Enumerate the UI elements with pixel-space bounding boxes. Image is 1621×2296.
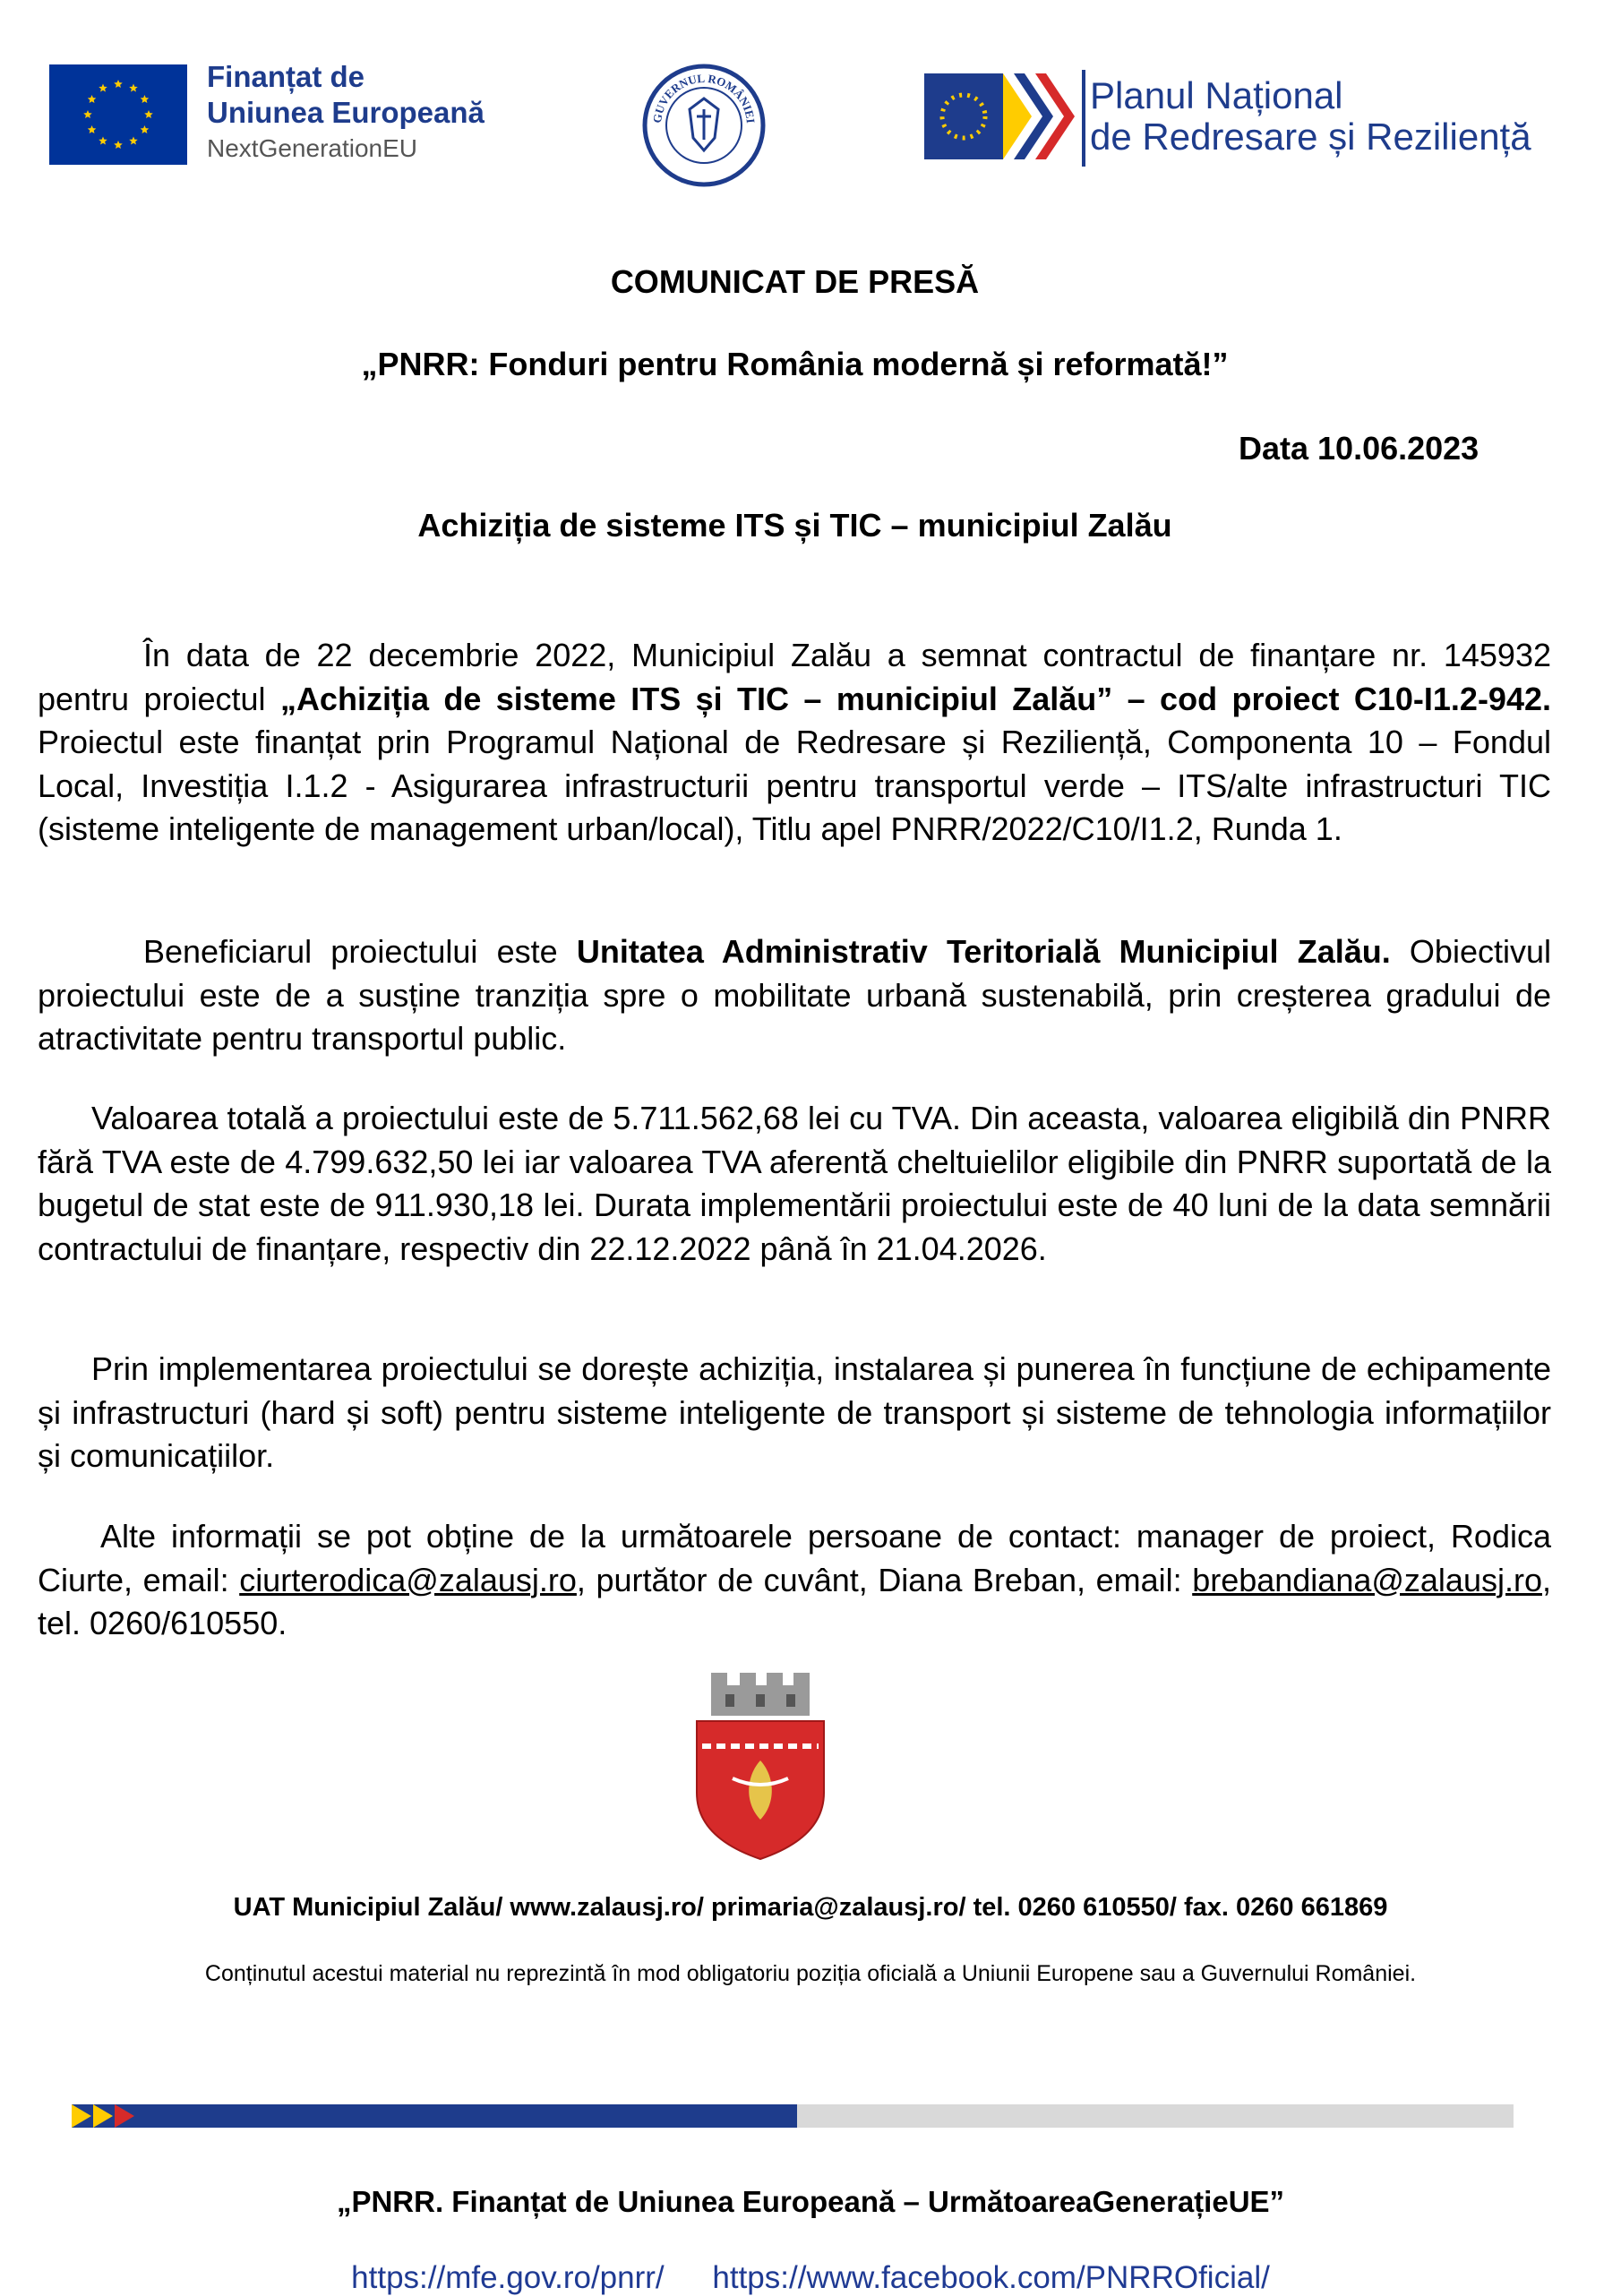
eu-flag-logo: [49, 64, 187, 165]
paragraph-contacts: [38, 1515, 1551, 1646]
government-seal-logo: [641, 63, 767, 188]
eu-star-icon: [114, 80, 123, 88]
p5-text-c: , tel. 0260/610550.: [38, 1561, 1551, 1641]
link-facebook-pnrr[interactable]: https://www.facebook.com/PNRROficial/: [712, 2260, 1270, 2295]
paragraph-value: Valoarea totală a proiectului este de 5.711.562,68 lei cu TVA. Din aceasta, valoarea eligibilă din PNRR fără TVA este de 4.799.632,50 lei iar valoarea TVA aferentă cheltuielilor eligibile din PNRR suportată de la bugetul de stat este de 911.930,18 lei. Durata implementării proiectului este de 40 luni de la data semnării contractului de finanțare, respectiv din 22.12.2022 până în 21.04.2026.: [38, 1100, 1551, 1267]
eu-star-icon: [88, 125, 97, 133]
p1-text-a: În data de 22 decembrie 2022, Municipiul Zalău a semnat contractul de finanțare nr. 145932 pentru proiectul: [38, 637, 1551, 717]
eu-star-icon: [129, 84, 138, 92]
eu-star-icon: [129, 136, 138, 144]
footer-color-band: [72, 2104, 1514, 2128]
contact-line: UAT Municipiul Zalău/ www.zalausj.ro/ primaria@zalausj.ro/ tel. 0260 610550/ fax. 0260 661869: [233, 1893, 1388, 1922]
eu-star-icon: [83, 110, 92, 118]
zalau-coat-of-arms-icon: [690, 1667, 831, 1863]
email-link-ciurte[interactable]: ciurterodica@zalausj.ro: [239, 1561, 577, 1598]
seal-text: GUVERNUL ROMÂNIEI: [649, 71, 758, 124]
document-title: COMUNICAT DE PRESĂ: [610, 263, 980, 300]
link-mfe-pnrr[interactable]: https://mfe.gov.ro/pnrr/: [351, 2260, 665, 2295]
footer-links: [0, 2260, 1621, 2296]
press-slogan: „PNRR: Fonduri pentru România modernă și reformată!”: [361, 346, 1229, 382]
pnrr-logo-text: [1090, 75, 1531, 158]
paragraph-contract: [38, 634, 1551, 852]
p5-text-b: , purtător de cuvânt, Diana Breban, email:: [576, 1561, 1193, 1598]
eu-text-line-2: Uniunea Europeană: [207, 96, 485, 129]
eu-star-icon: [88, 95, 97, 103]
p2-text-a: Beneficiarul proiectului este: [143, 933, 577, 970]
eu-star-icon: [144, 110, 153, 118]
project-title: Achiziția de sisteme ITS și TIC – municipiul Zalău: [417, 507, 1172, 544]
pnrr-text-line-1: Planul Național: [1090, 74, 1343, 116]
eu-disclaimer: Conținutul acestui material nu reprezintă în mod obligatoriu poziția oficială a Uniunii Europene sau a Guvernului României.: [204, 1961, 1417, 1986]
eu-funding-text: [207, 59, 485, 167]
p1-text-c: Proiectul este finanțat prin Programul Național de Redresare și Reziliență, Componenta 10 – Fondul Local, Investiția I.1.2 - Asigurarea infrastructurii pentru transportul verde – ITS/alte infrastructuri TIC (sisteme inteligente de management urban/local), Titlu apel PNRR/2022/C10/I1.2, Runda 1.: [38, 724, 1551, 847]
pnrr-logo: [924, 73, 1076, 159]
eu-text-line-1: Finanțat de: [207, 60, 365, 93]
paragraph-implementation: Prin implementarea proiectului se dorește achiziția, instalarea și punerea în funcțiune de echipamente și infrastructuri (hard și soft) pentru sisteme inteligente de transport și sisteme de tehnologia informațiilor și comunicațiilor.: [38, 1350, 1551, 1474]
document-date: Data 10.06.2023: [1239, 430, 1479, 467]
p2-text-c: Obiectivul proiectului este de a susține tranziția spre o mobilitate urbană sustenabilă, prin creșterea gradului de atractivitate pentru transportul public.: [38, 933, 1551, 1057]
paragraph-beneficiary: [38, 930, 1551, 1061]
p2-text-bold: Unitatea Administrativ Teritorială Municipiul Zalău.: [576, 933, 1391, 970]
eu-stars-icon: [49, 64, 187, 165]
eu-star-icon: [99, 84, 107, 92]
pnrr-separator: [1082, 70, 1085, 167]
p1-text-bold: „Achiziția de sisteme ITS și TIC – municipiul Zalău” – cod proiect C10-I1.2-942.: [279, 680, 1552, 717]
footer-slogan: „PNRR. Finanțat de Uniunea Europeană – UrmătoareaGenerațieUE”: [336, 2185, 1285, 2218]
eu-text-line-3: NextGenerationEU: [207, 134, 418, 162]
eu-star-icon: [141, 125, 150, 133]
pnrr-text-line-2: de Redresare și Reziliență: [1090, 116, 1531, 158]
eu-star-icon: [99, 136, 107, 144]
eu-star-icon: [114, 141, 123, 149]
email-link-breban[interactable]: brebandiana@zalausj.ro: [1192, 1561, 1542, 1598]
eu-star-icon: [141, 95, 150, 103]
p5-text-a: Alte informații se pot obține de la următoarele persoane de contact: manager de proiect, Rodica Ciurte, email:: [38, 1518, 1551, 1598]
